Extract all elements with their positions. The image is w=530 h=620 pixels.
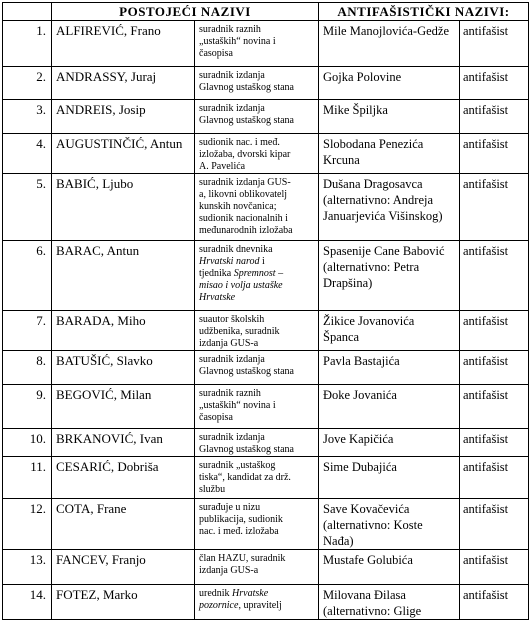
row-number: 7. [3,311,52,351]
description-line: časopisa [199,412,233,423]
header-cell-empty [3,3,52,21]
table-row [3,100,529,134]
existing-name: ANDREIS, Josip [52,100,195,134]
antifascist-name [319,174,460,241]
antifascist-name [319,100,460,134]
description [195,174,319,241]
description-line: pozornice, upravitelj [199,600,282,611]
description-line: sudionik nac. i međ. [199,137,280,148]
description-line: suradnik izdanja [199,70,265,81]
description-line: surađuje u nizu [199,502,261,513]
description-line: član HAZU, suradnik [199,553,286,564]
description [195,457,319,499]
row-number: 13. [3,550,52,585]
antifascist-tag: antifašist [460,585,529,620]
header-antifascist-names: ANTIFAŠISTIČKI NAZIVI: [319,3,529,21]
existing-name: AUGUSTINČIĆ, Antun [52,134,195,174]
table-row [3,457,529,499]
antifascist-name [319,457,460,499]
description-line: suradnik izdanja [199,432,265,443]
table-row [3,351,529,385]
antifascist-name-line: Španca [323,330,360,344]
description-line: „ustaških“ novina i [199,400,276,411]
existing-name: BARADA, Miho [52,311,195,351]
description-line: Hrvatske [199,292,236,303]
antifascist-tag: antifašist [460,550,529,585]
antifascist-name-line: (alternativno: Petra [323,260,420,274]
names-table [2,2,529,620]
row-number: 3. [3,100,52,134]
description-line: suradnik izdanja [199,354,265,365]
antifascist-name-line: Sime Dubajića [323,460,397,474]
antifascist-name-line: Milovana Đilasa [323,588,406,602]
existing-name: CESARIĆ, Dobriša [52,457,195,499]
description-line: suautor školskih [199,314,265,325]
antifascist-name-line: Jove Kapičića [323,432,394,446]
antifascist-name-line: Krcuna [323,153,360,167]
description [195,134,319,174]
row-number: 12. [3,499,52,550]
table-row [3,585,529,620]
row-number: 8. [3,351,52,385]
description-line: misao i volja ustaške [199,280,283,291]
existing-name: COTA, Frane [52,499,195,550]
antifascist-name [319,67,460,100]
table-header-row [3,3,529,21]
antifascist-tag: antifašist [460,499,529,550]
antifascist-name-line: Pavla Bastajića [323,354,400,368]
row-number: 5. [3,174,52,241]
antifascist-tag: antifašist [460,174,529,241]
existing-name: BRKANOVIĆ, Ivan [52,429,195,457]
header-existing-names: POSTOJEĆI NAZIVI [52,3,319,21]
antifascist-name [319,585,460,620]
table-row [3,134,529,174]
table-row [3,174,529,241]
description-line: Glavnog ustaškog stana [199,115,294,126]
description [195,311,319,351]
antifascist-name-line: Mustafe Golubića [323,553,413,567]
antifascist-name-line: Mike Špiljka [323,103,388,117]
description-line: suradnik raznih [199,24,261,35]
description-line: udžbenika, suradnik [199,326,280,337]
description-line: suradnik raznih [199,388,261,399]
existing-name: FANCEV, Franjo [52,550,195,585]
description-line: suradnik izdanja GUS- [199,177,291,188]
description-line: Glavnog ustaškog stana [199,366,294,377]
antifascist-tag: antifašist [460,100,529,134]
description-line: urednik Hrvatske [199,588,269,599]
table-row [3,499,529,550]
description-line: „ustaških“ novina i [199,36,276,47]
antifascist-name-line: Gojka Polovine [323,70,402,84]
existing-name: FOTEZ, Marko [52,585,195,620]
row-number: 1. [3,21,52,67]
description-line: suradnik izdanja [199,103,265,114]
description-line: a, likovni oblikovatelj [199,189,288,200]
description [195,585,319,620]
antifascist-tag: antifašist [460,241,529,311]
description-line: Hrvatski narod i [199,256,265,267]
description-line: tjednika Spremnost – [199,268,284,279]
row-number: 11. [3,457,52,499]
description-line: izložaba, dvorski kipar [199,149,291,160]
existing-name: BABIĆ, Ljubo [52,174,195,241]
antifascist-tag: antifašist [460,311,529,351]
description [195,550,319,585]
antifascist-tag: antifašist [460,457,529,499]
antifascist-tag: antifašist [460,429,529,457]
antifascist-name-line: Save Kovačevića [323,502,410,516]
description [195,100,319,134]
description-line: Glavnog ustaškog stana [199,444,294,455]
row-number: 6. [3,241,52,311]
table-row [3,241,529,311]
antifascist-tag: antifašist [460,351,529,385]
description-line: suradnik „ustaškog [199,460,276,471]
description [195,385,319,429]
antifascist-name [319,311,460,351]
row-number: 10. [3,429,52,457]
description-line: Glavnog ustaškog stana [199,82,294,93]
antifascist-name [319,499,460,550]
description-line: suradnik dnevnika [199,244,273,255]
table-row [3,385,529,429]
antifascist-tag: antifašist [460,21,529,67]
row-number: 4. [3,134,52,174]
description-line: kunskih novčanica; [199,201,277,212]
antifascist-name-line: Januarjevića Višinskog) [323,209,443,223]
row-number: 9. [3,385,52,429]
description-line: međunarodnih izložaba [199,225,293,236]
description-line: izdanja GUS-a [199,565,259,576]
row-number: 2. [3,67,52,100]
existing-name: BEGOVIĆ, Milan [52,385,195,429]
description-line: službu [199,484,226,495]
antifascist-name [319,550,460,585]
description-line: sudionik nacionalnih i [199,213,288,224]
table-row [3,550,529,585]
antifascist-name-line: (alternativno: Andreja [323,193,434,207]
existing-name: BARAC, Antun [52,241,195,311]
antifascist-name-line: Mile Manojlovića-Gedže [323,24,449,38]
antifascist-name-line: Drapšina) [323,276,373,290]
description-line: časopisa [199,48,233,59]
description-line: tiska“, kandidat za drž. [199,472,291,483]
description [195,67,319,100]
antifascist-name-line: Nađa) [323,534,354,548]
antifascist-name-line: Žikice Jovanovića [323,314,415,328]
antifascist-name-line: (alternativno: Glige [323,604,422,618]
table-row [3,67,529,100]
description [195,241,319,311]
description-line: izdanja GUS-a [199,338,259,349]
description [195,499,319,550]
antifascist-name-line: Slobodana Penezića [323,137,424,151]
row-number: 14. [3,585,52,620]
antifascist-name-line: Spasenije Cane Babović [323,244,445,258]
antifascist-name-line: Đoke Jovanića [323,388,397,402]
antifascist-tag: antifašist [460,134,529,174]
antifascist-name-line: Dušana Dragosavca [323,177,423,191]
description [195,351,319,385]
antifascist-name [319,134,460,174]
table-row [3,311,529,351]
description-line: publikacija, sudionik [199,514,283,525]
antifascist-name-line: (alternativno: Koste [323,518,423,532]
existing-name: BATUŠIĆ, Slavko [52,351,195,385]
antifascist-tag: antifašist [460,385,529,429]
antifascist-name [319,241,460,311]
description [195,21,319,67]
antifascist-name [319,385,460,429]
description [195,429,319,457]
table-row [3,21,529,67]
antifascist-name [319,21,460,67]
antifascist-name [319,351,460,385]
description-line: nac. i međ. izložaba [199,526,279,537]
existing-name: ALFIREVIĆ, Frano [52,21,195,67]
table-row [3,429,529,457]
existing-name: ANDRASSY, Juraj [52,67,195,100]
description-line: A. Pavelića [199,161,246,172]
antifascist-name [319,429,460,457]
antifascist-tag: antifašist [460,67,529,100]
